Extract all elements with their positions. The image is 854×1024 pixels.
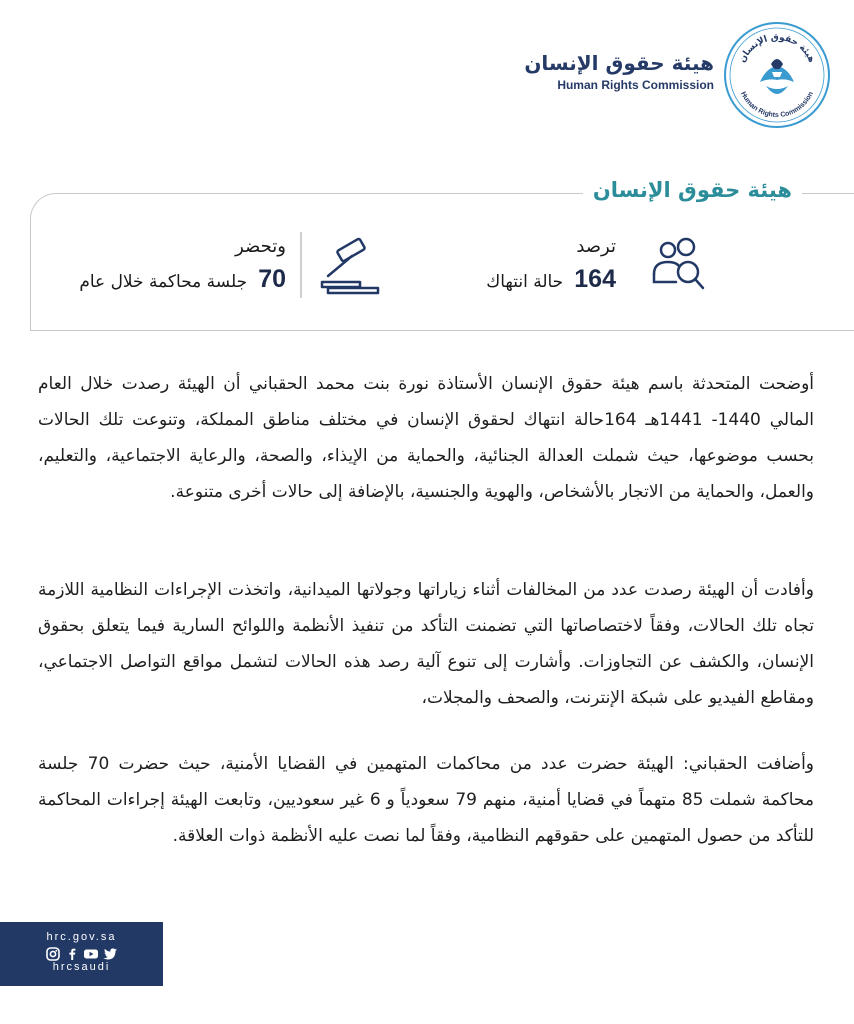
- seal-english-text: Human Rights Commission: [739, 90, 815, 120]
- paragraph-2: وأفادت أن الهيئة رصدت عدد من المخالفات أثناء زياراتها وجولاتها الميدانية، واتخذت الإجراءات النظامية اللازمة تجاه تلك الحالات، وفقاً لاختصاصاتها التي تضمنت التأكد من تنفيذ الأنظمة واللوائح السارية فيما يتعلق بحقوق الإنسان، والكشف عن التجاوزات. وأشارت إلى تنوع آلية رصد هذه الحالات لتشمل مواقع التواصل الاجتماعي، ومقاطع الفيديو على شبكة الإنترنت، والصحف والمجلات،: [38, 580, 814, 708]
- stat-violations-number: 164: [574, 265, 616, 293]
- paragraph-3: وأضافت الحقباني: الهيئة حضرت عدد من محاكمات المتهمين في القضايا الأمنية، حيث حضرت 70 جلسة محاكمة شملت 85 متهماً في قضايا أمنية، منهم 79 سعودياً و 6 غير سعوديين، وتابعت الهيئة إجراءات المحاكمة للتأكد من حصول المتهمين على حقوقهم النظامية، وفقاً لما نصت عليه الأنظمة ذوات العلاقة.: [38, 754, 815, 846]
- people-search-icon: [648, 236, 708, 296]
- stat-sessions-text: جلسة محاكمة خلال عام: [79, 272, 248, 292]
- stat-violations-text: حالة انتهاك: [486, 272, 564, 292]
- stat-sessions: [79, 236, 286, 294]
- social-icons: [0, 946, 163, 960]
- card-title: هيئة حقوق الإنسان: [583, 178, 802, 202]
- logo-text: [524, 50, 714, 92]
- stat-sessions-number: 70: [258, 265, 286, 293]
- gavel-icon: [318, 236, 382, 296]
- social-handle: hrcsaudi: [52, 961, 111, 973]
- svg-text:Human Rights Commission: [739, 91, 815, 119]
- stat-violations: [486, 236, 616, 294]
- logo-english-name: Human Rights Commission: [557, 78, 714, 92]
- facebook-icon[interactable]: [64, 946, 80, 960]
- footer-contact-box: [0, 922, 163, 986]
- commission-seal-logo: [722, 20, 832, 130]
- twitter-icon[interactable]: [102, 946, 118, 960]
- website-link[interactable]: hrc.gov.sa: [46, 931, 117, 943]
- logo-arabic-name: هيئة حقوق الإنسان: [524, 51, 714, 75]
- youtube-icon[interactable]: [83, 946, 99, 960]
- paragraph-1: أوضحت المتحدثة باسم هيئة حقوق الإنسان الأستاذة نورة بنت محمد الحقباني أن الهيئة رصدت خلال العام المالي 1440- 1441هـ 164حالة انتهاك لحقوق الإنسان في مختلف مناطق المملكة، وتنوعت تلك الحالات بحسب موضوعها، حيث شملت العدالة الجنائية، والحماية من الإيذاء، والصحة، والرعاية الاجتماعية، والتعليم، والعمل، والحماية من الاتجار بالأشخاص، والهوية والجنسية، بالإضافة إلى حالات أخرى متنوعة.: [38, 374, 814, 502]
- seal-arabic-text: هيئة حقوق الإنسان: [737, 32, 817, 65]
- stat-violations-label: ترصد: [576, 236, 616, 257]
- stats-divider: [300, 232, 302, 298]
- instagram-icon[interactable]: [45, 946, 61, 960]
- stat-sessions-label: وتحضر: [235, 236, 286, 257]
